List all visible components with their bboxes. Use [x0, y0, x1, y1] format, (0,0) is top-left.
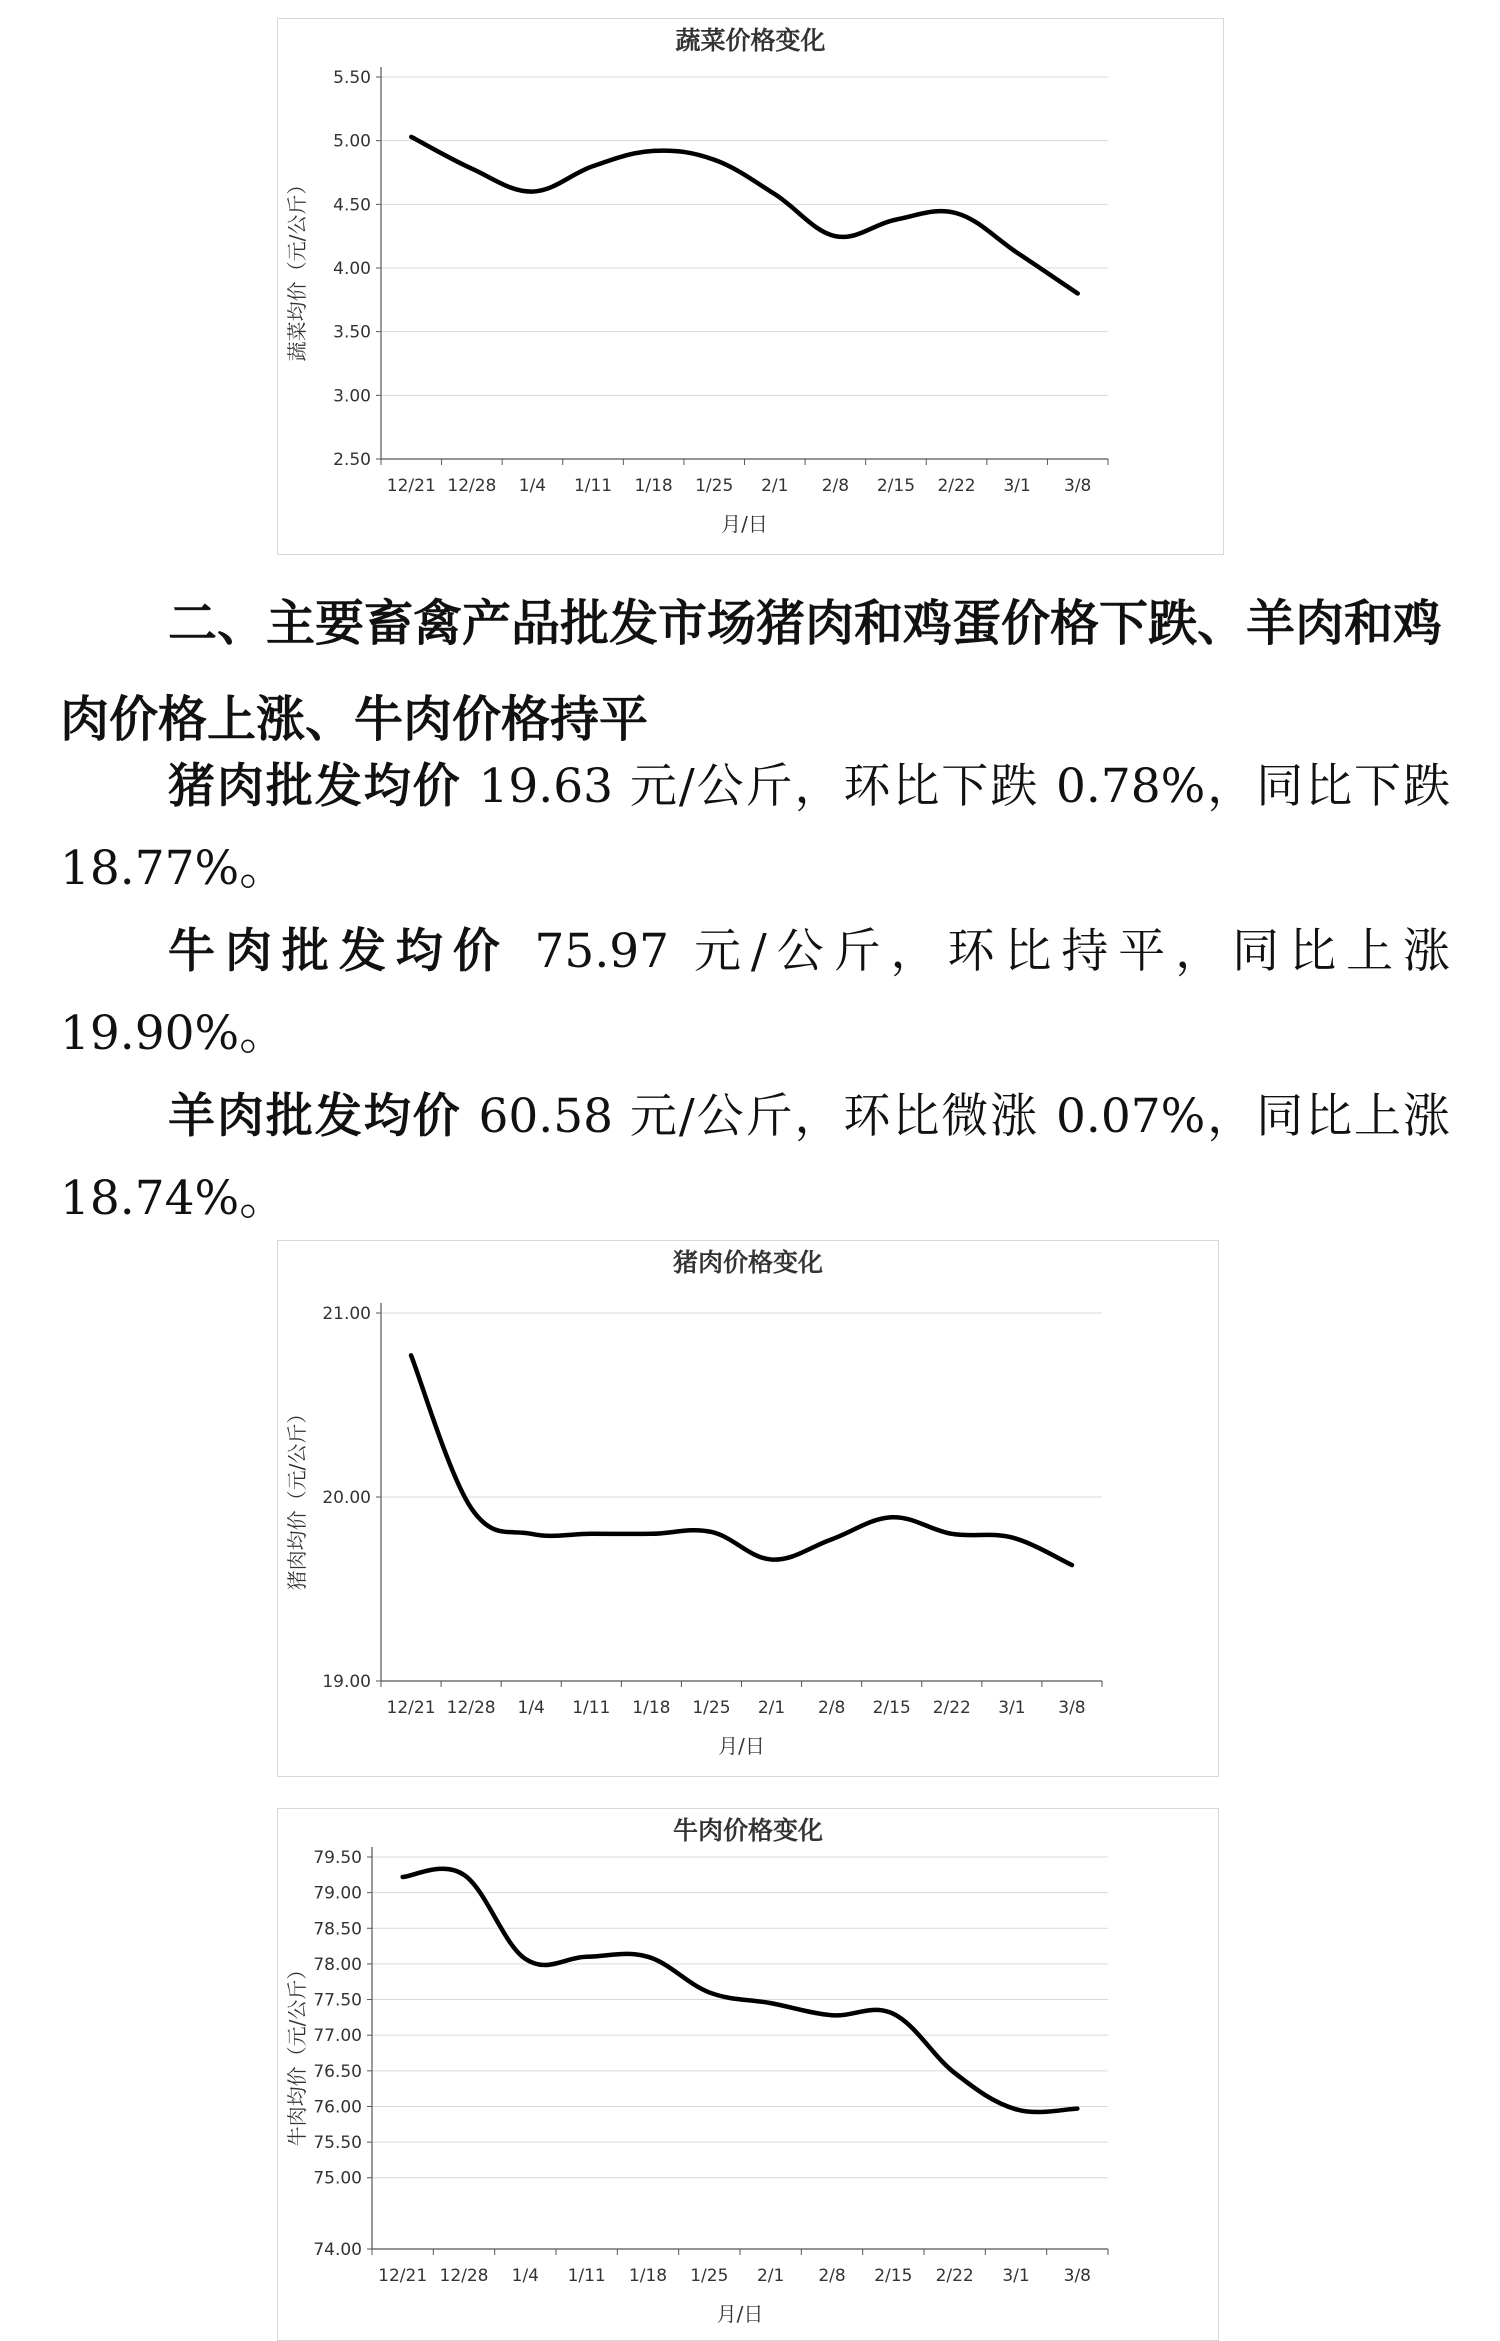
- y-tick-label: 2.50: [333, 450, 371, 470]
- x-axis-label: 月/日: [721, 512, 768, 536]
- x-tick-label: 2/15: [873, 1698, 911, 1718]
- x-axis-label: 月/日: [717, 2302, 764, 2326]
- x-tick-label: 1/18: [629, 2266, 667, 2286]
- x-tick-label: 3/1: [998, 1698, 1025, 1718]
- chart-svg: [278, 1241, 1218, 1776]
- x-axis-label: 月/日: [718, 1734, 765, 1758]
- paragraph-mutton: [60, 1076, 1450, 1240]
- x-tick-label: 2/15: [877, 476, 915, 496]
- y-tick-label: 3.00: [333, 386, 371, 406]
- y-tick-label: 77.50: [313, 1991, 362, 2011]
- mutton-text: 60.58 元/公斤，环比微涨 0.07%，同比上涨 18.74%。: [60, 1089, 1450, 1226]
- section-heading: [60, 576, 1450, 768]
- x-tick-label: 2/8: [818, 2266, 845, 2286]
- x-tick-label: 2/8: [818, 1698, 845, 1718]
- y-axis-label: 蔬菜均价（元/公斤）: [285, 175, 309, 362]
- y-tick-label: 76.50: [313, 2062, 362, 2082]
- x-tick-label: 3/8: [1064, 476, 1091, 496]
- x-tick-label: 3/8: [1058, 1698, 1085, 1718]
- beef-text: 75.97 元/公斤，环比持平，同比上涨 19.90%。: [60, 924, 1450, 1061]
- y-tick-label: 76.00: [313, 2097, 362, 2117]
- chart-title: 蔬菜价格变化: [674, 26, 825, 55]
- y-tick-label: 74.00: [313, 2240, 362, 2260]
- x-tick-label: 12/28: [447, 1698, 496, 1718]
- pork-price-chart: [277, 1240, 1219, 1777]
- y-tick-label: 78.00: [313, 1955, 362, 1975]
- x-tick-label: 3/1: [1003, 476, 1030, 496]
- y-tick-label: 79.50: [313, 1848, 362, 1868]
- x-tick-label: 12/21: [378, 2266, 427, 2286]
- y-axis-label: 猪肉均价（元/公斤）: [285, 1404, 309, 1591]
- y-tick-label: 79.00: [313, 1884, 362, 1904]
- x-tick-label: 1/25: [690, 2266, 728, 2286]
- x-tick-label: 1/18: [635, 476, 673, 496]
- x-tick-label: 1/11: [574, 476, 612, 496]
- y-tick-label: 3.50: [333, 323, 371, 343]
- y-axis-label: 牛肉均价（元/公斤）: [285, 1960, 309, 2147]
- x-tick-label: 2/22: [936, 2266, 974, 2286]
- y-tick-label: 77.00: [313, 2026, 362, 2046]
- beef-lead: 牛肉批发均价: [168, 924, 510, 979]
- x-tick-label: 2/1: [757, 2266, 784, 2286]
- x-tick-label: 2/8: [822, 476, 849, 496]
- paragraph-beef: [60, 911, 1450, 1075]
- y-tick-label: 75.50: [313, 2133, 362, 2153]
- y-tick-label: 75.00: [313, 2169, 362, 2189]
- x-tick-label: 12/28: [447, 476, 496, 496]
- pork-text: 19.63 元/公斤，环比下跌 0.78%，同比下跌 18.77%。: [60, 759, 1450, 896]
- pork-lead: 猪肉批发均价: [168, 759, 462, 814]
- section-heading-text: 二、主要畜禽产品批发市场猪肉和鸡蛋价格下跌、羊肉和鸡肉价格上涨、牛肉价格持平: [60, 595, 1442, 748]
- x-tick-label: 3/1: [1002, 2266, 1029, 2286]
- mutton-lead: 羊肉批发均价: [168, 1089, 462, 1144]
- y-tick-label: 5.50: [333, 68, 371, 88]
- y-tick-label: 21.00: [322, 1304, 371, 1324]
- y-tick-label: 20.00: [322, 1488, 371, 1508]
- x-tick-label: 2/15: [874, 2266, 912, 2286]
- x-tick-label: 1/25: [695, 476, 733, 496]
- x-tick-label: 12/21: [387, 476, 436, 496]
- x-tick-label: 2/1: [758, 1698, 785, 1718]
- x-tick-label: 1/25: [692, 1698, 730, 1718]
- beef-price-chart: [277, 1808, 1219, 2341]
- x-tick-label: 1/4: [518, 1698, 545, 1718]
- x-tick-label: 1/11: [572, 1698, 610, 1718]
- x-tick-label: 2/22: [933, 1698, 971, 1718]
- chart-title: 牛肉价格变化: [673, 1816, 823, 1845]
- series-line: [411, 137, 1077, 294]
- y-tick-label: 5.00: [333, 132, 371, 152]
- y-tick-label: 4.00: [333, 259, 371, 279]
- y-tick-label: 4.50: [333, 195, 371, 215]
- x-tick-label: 1/18: [632, 1698, 670, 1718]
- x-tick-label: 12/21: [387, 1698, 436, 1718]
- chart-svg: [278, 19, 1223, 554]
- chart-svg: [278, 1809, 1218, 2340]
- paragraph-pork: [60, 746, 1450, 910]
- x-tick-label: 1/11: [568, 2266, 606, 2286]
- x-tick-label: 1/4: [519, 476, 546, 496]
- x-tick-label: 1/4: [512, 2266, 539, 2286]
- x-tick-label: 12/28: [440, 2266, 489, 2286]
- x-tick-label: 3/8: [1064, 2266, 1091, 2286]
- x-tick-label: 2/1: [761, 476, 788, 496]
- x-tick-label: 2/22: [937, 476, 975, 496]
- series-line: [403, 1869, 1078, 2112]
- series-line: [411, 1355, 1072, 1565]
- y-tick-label: 78.50: [313, 1919, 362, 1939]
- vegetable-price-chart: [277, 18, 1224, 555]
- chart-title: 猪肉价格变化: [673, 1248, 823, 1277]
- y-tick-label: 19.00: [322, 1672, 371, 1692]
